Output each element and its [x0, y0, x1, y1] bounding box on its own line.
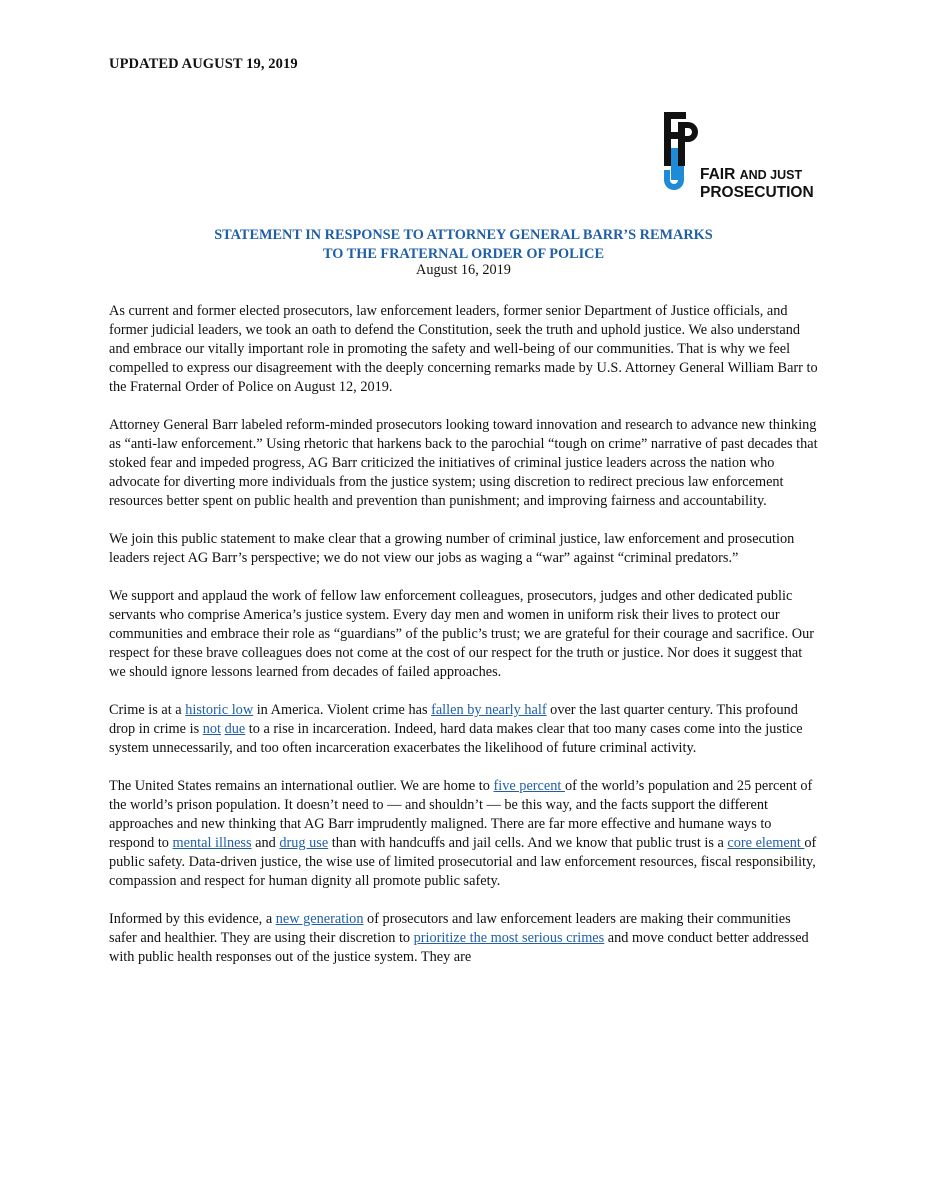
- fjp-logo: [660, 108, 830, 204]
- text: over the last quarter century. This profound drop in crime is: [109, 702, 798, 737]
- link-not[interactable]: not: [202, 721, 221, 737]
- paragraph-2: Attorney General Barr labeled reform-minded prosecutors looking toward innovation and research to advance new thinking as “anti-law enforcement.” Using rhetoric that harkens back to the parochial “tough on crime” narrative of past decades that stoked fear and impeded progress, AG Barr criticized the initiatives of criminal justice leaders across the nation who advocate for diverting more individuals from the justice system; using discretion to redirect precious law enforcement resources better spent on public health and prevention than punishment; and improving fairness and accountability.: [109, 417, 818, 509]
- link-historic-low[interactable]: historic low: [185, 702, 254, 718]
- updated-date-header: UPDATED AUGUST 19, 2019: [109, 56, 298, 72]
- logo-line-1: [700, 166, 802, 184]
- paragraph-7: [109, 910, 819, 967]
- paragraph-1: As current and former elected prosecutors, law enforcement leaders, former senior Department of Justice officials, and former judicial leaders, we took an oath to defend the Constitution, seek the truth and uphold justice. We also understand and embrace our vitally important role in promoting the safety and well-being of our communities. That is why we feel compelled to express our disagreement with the deeply concerning remarks made by U.S. Attorney General William Barr to the Fraternal Order of Police on August 12, 2019.: [109, 303, 818, 395]
- text: and move conduct better addressed with public health responses out of the justice system. They are: [109, 930, 809, 965]
- link-new-generation[interactable]: new generation: [275, 911, 364, 927]
- link-core-element[interactable]: core element: [727, 835, 805, 851]
- logo-word-and-just: AND JUST: [739, 168, 803, 182]
- logo-word-fair: FAIR: [700, 166, 736, 183]
- text: The United States remains an international outlier. We are home to: [109, 778, 494, 794]
- link-five-percent[interactable]: five percent: [493, 778, 565, 794]
- title-line-1: STATEMENT IN RESPONSE TO ATTORNEY GENERAL BARR’S REMARKS: [214, 227, 713, 243]
- statement-body: [109, 302, 819, 986]
- text: than with handcuffs and jail cells. And we know that public trust is a: [328, 835, 728, 851]
- link-due[interactable]: due: [224, 721, 246, 737]
- paragraph-4: We support and applaud the work of fellow law enforcement colleagues, prosecutors, judges and other dedicated public servants who comprise America’s justice system. Every day men and women in uniform risk their lives to protect our communities and embrace their role as “guardians” of the public’s trust; we are grateful for their courage and sacrifice. Our respect for these brave colleagues does not come at the cost of our respect for the truth or justice. Nor does it suggest that we should ignore lessons learned from decades of failed approaches.: [109, 588, 815, 680]
- statement-date: August 16, 2019: [416, 262, 511, 278]
- link-mental-illness[interactable]: mental illness: [172, 835, 252, 851]
- paragraph-5: [109, 701, 819, 758]
- link-prioritize-serious-crimes[interactable]: prioritize the most serious crimes: [413, 930, 605, 946]
- title-line-2: TO THE FRATERNAL ORDER OF POLICE: [322, 246, 605, 262]
- statement-title: [0, 226, 927, 264]
- text: and: [251, 835, 280, 851]
- fjp-logo-mark-icon: [660, 108, 700, 204]
- link-drug-use[interactable]: drug use: [279, 835, 329, 851]
- text: of the world’s population and 25 percent of the world’s prison population. It doesn’t need to — and shouldn’t — be this way, and the facts support the different approaches and new thinking that AG Barr imprudently maligned. There are far more effective and humane ways to respond to: [109, 778, 813, 851]
- text: of public safety. Data-driven justice, the wise use of limited prosecutorial and law enforcement resources, fiscal responsibility, compassion and respect for human dignity all promote public safety.: [109, 835, 817, 889]
- text: to a rise in incarceration. Indeed, hard data makes clear that too many cases come into the justice system unnecessarily, and too often incarceration exacerbates the likelihood of future criminal activity.: [109, 721, 803, 756]
- text: Informed by this evidence, a: [109, 911, 276, 927]
- paragraph-3: We join this public statement to make clear that a growing number of criminal justice, law enforcement and prosecution leaders reject AG Barr’s perspective; we do not view our jobs as waging a “war” against “criminal predators.”: [109, 531, 795, 566]
- text: of prosecutors and law enforcement leaders are making their communities safer and healthier. They are using their discretion to: [109, 911, 791, 946]
- link-fallen-by-nearly-half[interactable]: fallen by nearly half: [431, 702, 547, 718]
- paragraph-6: [109, 777, 819, 891]
- text: in America. Violent crime has: [253, 702, 432, 718]
- logo-line-2: PROSECUTION: [700, 184, 814, 201]
- text: Crime is at a: [109, 702, 186, 718]
